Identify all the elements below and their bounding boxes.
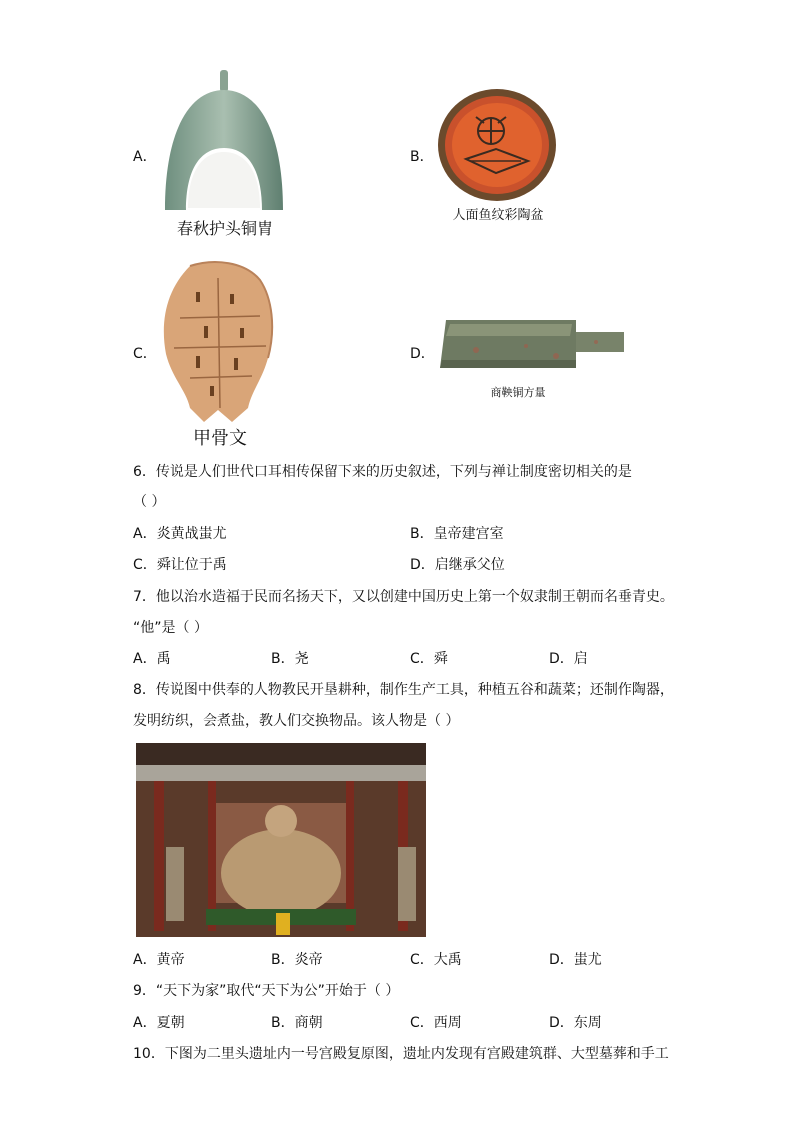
temple-statue-image — [136, 743, 426, 937]
option-a-caption: 春秋护头铜胄 — [176, 219, 273, 238]
oracle-bone-image — [160, 258, 278, 424]
q7-stem-2: “他”是（ ） — [133, 620, 208, 636]
q7-option-b[interactable]: B．尧 — [271, 651, 309, 667]
q8-option-d[interactable]: D．蚩尤 — [549, 952, 602, 968]
option-c-caption: 甲骨文 — [193, 428, 247, 449]
q9-option-c[interactable]: C．西周 — [410, 1015, 462, 1031]
bronze-helmet-image — [160, 70, 290, 216]
q9-option-b[interactable]: B．商朝 — [271, 1015, 323, 1031]
q9-stem: 9．“天下为家”取代“天下为公”开始于（ ） — [133, 983, 400, 999]
q8-option-b[interactable]: B．炎帝 — [271, 952, 323, 968]
q10-stem: 10．下图为二里头遗址内一号宫殿复原图，遗址内发现有宫殿建筑群、大型墓葬和手工 — [133, 1046, 669, 1062]
q8-option-a[interactable]: A．黄帝 — [133, 952, 185, 968]
painted-pottery-basin-image — [436, 87, 558, 203]
option-a-letter: A． — [133, 149, 157, 165]
q9-option-a[interactable]: A．夏朝 — [133, 1015, 185, 1031]
q6-option-b[interactable]: B．皇帝建宫室 — [410, 526, 504, 542]
q6-option-c[interactable]: C．舜让位于禹 — [133, 557, 227, 573]
q6-stem: 6．传说是人们世代口耳相传保留下来的历史叙述，下列与禅让制度密切相关的是 — [133, 464, 632, 480]
q9-option-d[interactable]: D．东周 — [549, 1015, 602, 1031]
shang-yang-bronze-measure-image — [436, 316, 628, 372]
q6-option-a[interactable]: A．炎黄战蚩尤 — [133, 526, 227, 542]
q7-option-a[interactable]: A．禹 — [133, 651, 171, 667]
q7-stem: 7．他以治水造福于民而名扬天下，又以创建中国历史上第一个奴隶制王朝而名垂青史。 — [133, 589, 674, 605]
q6-option-d[interactable]: D．启继承父位 — [410, 557, 505, 573]
option-b-caption: 人面鱼纹彩陶盆 — [452, 208, 544, 223]
option-c-letter: C． — [133, 346, 157, 362]
q6-blank: （ ） — [133, 494, 166, 510]
q8-stem: 8．传说图中供奉的人物教民开垦耕种，制作生产工具，种植五谷和蔬菜；还制作陶器， — [133, 682, 674, 698]
option-d-caption: 商鞅铜方量 — [490, 386, 546, 399]
q8-option-c[interactable]: C．大禹 — [410, 952, 462, 968]
option-d-letter: D． — [410, 346, 435, 362]
option-b-letter: B． — [410, 149, 434, 165]
q7-option-d[interactable]: D．启 — [549, 651, 588, 667]
q8-stem-2: 发明纺织，会煮盐，教人们交换物品。该人物是（ ） — [133, 713, 460, 729]
q7-option-c[interactable]: C．舜 — [410, 651, 448, 667]
